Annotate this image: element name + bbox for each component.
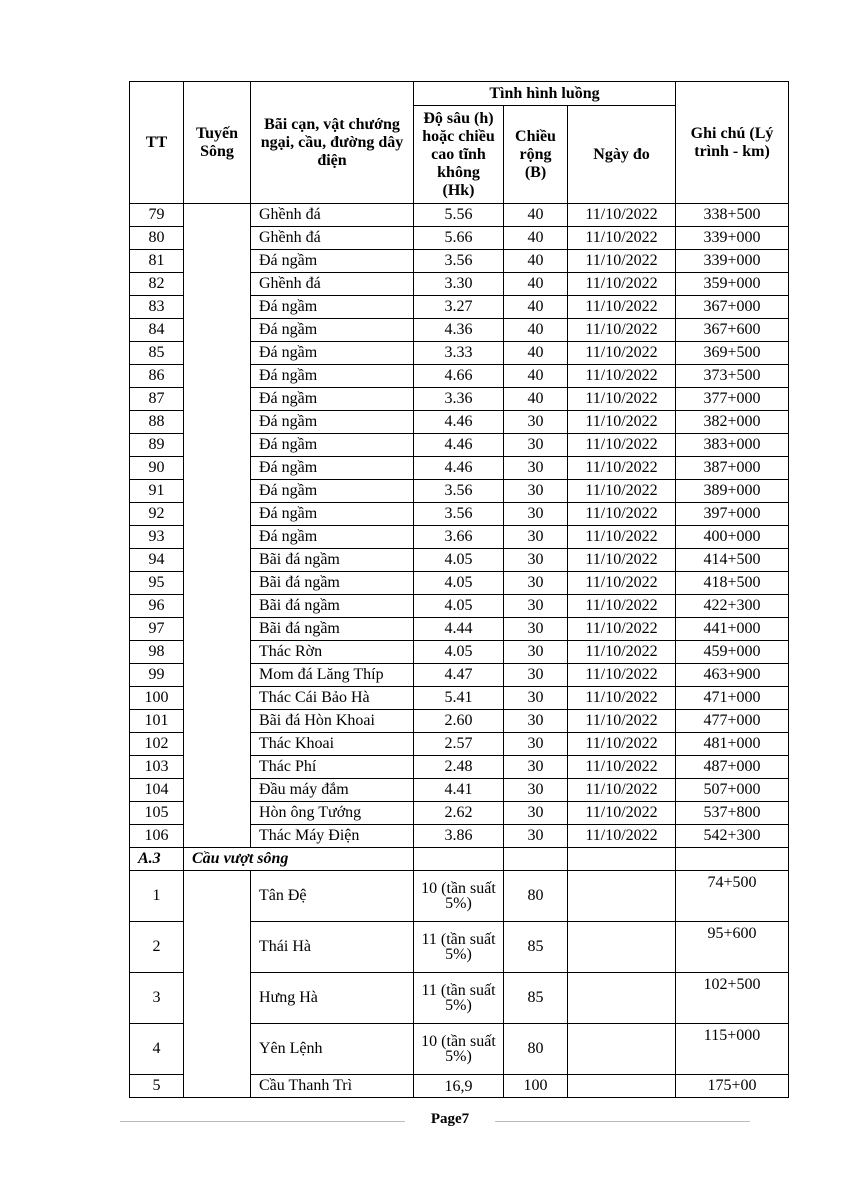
- bridge-clearance-text: 11 (tần suất 5%): [421, 982, 496, 1014]
- bridge-clearance: [414, 1075, 504, 1098]
- bridge-width: 80: [504, 1024, 568, 1075]
- row-depth: 3.56: [414, 250, 504, 273]
- bridge-km: 95+600: [676, 922, 789, 973]
- footer-rule-left: [120, 1121, 405, 1122]
- row-tt: 103: [130, 756, 184, 779]
- row-depth: 4.36: [414, 319, 504, 342]
- bridge-name: Yên Lệnh: [251, 1024, 414, 1075]
- row-depth: 2.48: [414, 756, 504, 779]
- bridge-name: Hưng Hà: [251, 973, 414, 1024]
- row-obstacle-name: Bãi đá ngầm: [251, 572, 414, 595]
- row-date: 11/10/2022: [568, 779, 676, 802]
- row-depth: 4.41: [414, 779, 504, 802]
- row-km: 367+000: [676, 296, 789, 319]
- row-depth: 4.44: [414, 618, 504, 641]
- row-km: 471+000: [676, 687, 789, 710]
- section-tt: A.3: [130, 848, 184, 871]
- row-width: 30: [504, 572, 568, 595]
- row-obstacle-name: Đá ngầm: [251, 434, 414, 457]
- row-date: 11/10/2022: [568, 457, 676, 480]
- row-date: 11/10/2022: [568, 434, 676, 457]
- row-km: 339+000: [676, 227, 789, 250]
- row-obstacle-name: Bãi đá Hòn Khoai: [251, 710, 414, 733]
- col-header-tt: TT: [130, 82, 184, 204]
- row-date: 11/10/2022: [568, 825, 676, 848]
- row-tt: 91: [130, 480, 184, 503]
- row-tt: 93: [130, 526, 184, 549]
- bridge-tt: 5: [130, 1075, 184, 1098]
- row-km: 459+000: [676, 641, 789, 664]
- row-depth: 4.46: [414, 434, 504, 457]
- row-obstacle-name: Thác Cái Bảo Hà: [251, 687, 414, 710]
- row-obstacle-name: Đá ngầm: [251, 250, 414, 273]
- row-width: 40: [504, 204, 568, 227]
- row-width: 30: [504, 710, 568, 733]
- row-width: 30: [504, 503, 568, 526]
- row-tt: 84: [130, 319, 184, 342]
- bridge-route-cell: [184, 871, 251, 1098]
- row-width: 40: [504, 319, 568, 342]
- table-body: [130, 204, 789, 1098]
- bridge-km: 115+000: [676, 1024, 789, 1075]
- row-date: 11/10/2022: [568, 641, 676, 664]
- row-width: 30: [504, 802, 568, 825]
- bridge-name: Thái Hà: [251, 922, 414, 973]
- row-tt: 89: [130, 434, 184, 457]
- row-date: 11/10/2022: [568, 388, 676, 411]
- footer-rule-right: [495, 1121, 750, 1122]
- row-km: 359+000: [676, 273, 789, 296]
- row-obstacle-name: Mom đá Lăng Thíp: [251, 664, 414, 687]
- row-date: 11/10/2022: [568, 664, 676, 687]
- row-depth: 3.27: [414, 296, 504, 319]
- row-date: 11/10/2022: [568, 342, 676, 365]
- row-tt: 85: [130, 342, 184, 365]
- col-header-date: Ngày đo: [568, 106, 676, 204]
- bridge-km: 102+500: [676, 973, 789, 1024]
- row-tt: 106: [130, 825, 184, 848]
- row-depth: 3.56: [414, 480, 504, 503]
- table-row: [130, 204, 789, 227]
- row-date: 11/10/2022: [568, 273, 676, 296]
- row-depth: 3.66: [414, 526, 504, 549]
- bridge-width: 100: [504, 1075, 568, 1098]
- row-km: 383+000: [676, 434, 789, 457]
- row-km: 481+000: [676, 733, 789, 756]
- row-obstacle-name: Thác Khoai: [251, 733, 414, 756]
- row-date: 11/10/2022: [568, 549, 676, 572]
- row-date: 11/10/2022: [568, 296, 676, 319]
- section-empty-cell: [676, 848, 789, 871]
- route-cell: [184, 204, 251, 848]
- row-obstacle-name: Ghềnh đá: [251, 227, 414, 250]
- row-obstacle-name: Đá ngầm: [251, 503, 414, 526]
- row-depth: 2.57: [414, 733, 504, 756]
- col-header-note: Ghi chú (Lý trình - km): [676, 82, 789, 204]
- row-depth: 4.05: [414, 572, 504, 595]
- col-header-width: Chiều rộng (B): [504, 106, 568, 204]
- row-tt: 95: [130, 572, 184, 595]
- row-obstacle-name: Đá ngầm: [251, 411, 414, 434]
- row-km: 373+500: [676, 365, 789, 388]
- row-width: 30: [504, 618, 568, 641]
- row-obstacle-name: Đá ngầm: [251, 526, 414, 549]
- row-tt: 104: [130, 779, 184, 802]
- row-width: 40: [504, 273, 568, 296]
- row-date: 11/10/2022: [568, 204, 676, 227]
- bridge-clearance-text: 10 (tần suất 5%): [421, 880, 496, 912]
- row-tt: 100: [130, 687, 184, 710]
- row-date: 11/10/2022: [568, 572, 676, 595]
- bridge-clearance: [414, 871, 504, 922]
- row-km: 339+000: [676, 250, 789, 273]
- row-obstacle-name: Đá ngầm: [251, 319, 414, 342]
- row-km: 507+000: [676, 779, 789, 802]
- row-tt: 94: [130, 549, 184, 572]
- row-width: 40: [504, 388, 568, 411]
- row-km: 369+500: [676, 342, 789, 365]
- bridge-tt: 4: [130, 1024, 184, 1075]
- row-width: 30: [504, 756, 568, 779]
- bridge-clearance: [414, 922, 504, 973]
- row-km: 542+300: [676, 825, 789, 848]
- bridge-tt: 3: [130, 973, 184, 1024]
- row-date: 11/10/2022: [568, 756, 676, 779]
- bridge-date: [568, 973, 676, 1024]
- section-empty-cell: [568, 848, 676, 871]
- row-width: 30: [504, 411, 568, 434]
- row-depth: 5.56: [414, 204, 504, 227]
- row-km: 537+800: [676, 802, 789, 825]
- section-empty-cell: [504, 848, 568, 871]
- bridge-width: 80: [504, 871, 568, 922]
- page-number: Page7: [430, 1111, 470, 1127]
- row-width: 40: [504, 250, 568, 273]
- row-date: 11/10/2022: [568, 480, 676, 503]
- page-footer: [0, 1111, 849, 1131]
- row-tt: 102: [130, 733, 184, 756]
- row-depth: 4.46: [414, 457, 504, 480]
- col-header-obstacle: Bãi cạn, vật chướng ngại, cầu, đường dây điện: [251, 82, 414, 204]
- row-date: 11/10/2022: [568, 411, 676, 434]
- row-depth: 4.47: [414, 664, 504, 687]
- row-tt: 101: [130, 710, 184, 733]
- row-width: 30: [504, 595, 568, 618]
- row-depth: 2.62: [414, 802, 504, 825]
- row-date: 11/10/2022: [568, 250, 676, 273]
- row-width: 40: [504, 296, 568, 319]
- row-km: 377+000: [676, 388, 789, 411]
- row-depth: 4.46: [414, 411, 504, 434]
- row-obstacle-name: Thác Phí: [251, 756, 414, 779]
- row-depth: 5.66: [414, 227, 504, 250]
- row-date: 11/10/2022: [568, 365, 676, 388]
- row-tt: 80: [130, 227, 184, 250]
- bridge-tt: 1: [130, 871, 184, 922]
- row-tt: 92: [130, 503, 184, 526]
- row-tt: 88: [130, 411, 184, 434]
- row-km: 477+000: [676, 710, 789, 733]
- row-depth: 3.86: [414, 825, 504, 848]
- section-empty-cell: [414, 848, 504, 871]
- table-header: [130, 82, 789, 204]
- bridge-name: Cầu Thanh Trì: [251, 1075, 414, 1098]
- row-width: 40: [504, 342, 568, 365]
- col-header-route: Tuyến Sông: [184, 82, 251, 204]
- row-date: 11/10/2022: [568, 503, 676, 526]
- row-tt: 99: [130, 664, 184, 687]
- row-tt: 81: [130, 250, 184, 273]
- row-width: 30: [504, 457, 568, 480]
- row-depth: 2.60: [414, 710, 504, 733]
- row-tt: 98: [130, 641, 184, 664]
- obstacle-table: [129, 81, 789, 1098]
- row-tt: 79: [130, 204, 184, 227]
- row-km: 422+300: [676, 595, 789, 618]
- row-obstacle-name: Ghềnh đá: [251, 204, 414, 227]
- row-depth: 4.05: [414, 549, 504, 572]
- row-depth: 4.05: [414, 641, 504, 664]
- row-width: 30: [504, 779, 568, 802]
- row-km: 338+500: [676, 204, 789, 227]
- bridge-clearance-text: 10 (tần suất 5%): [421, 1033, 496, 1065]
- row-depth: 3.33: [414, 342, 504, 365]
- row-width: 30: [504, 664, 568, 687]
- row-date: 11/10/2022: [568, 687, 676, 710]
- row-tt: 83: [130, 296, 184, 319]
- bridge-date: [568, 922, 676, 973]
- section-title: Cầu vượt sông: [184, 848, 414, 871]
- row-width: 30: [504, 526, 568, 549]
- row-tt: 105: [130, 802, 184, 825]
- row-width: 30: [504, 733, 568, 756]
- row-obstacle-name: Hòn ông Tướng: [251, 802, 414, 825]
- row-obstacle-name: Đá ngầm: [251, 480, 414, 503]
- row-date: 11/10/2022: [568, 319, 676, 342]
- row-depth: 5.41: [414, 687, 504, 710]
- row-km: 389+000: [676, 480, 789, 503]
- bridge-clearance: [414, 1024, 504, 1075]
- bridge-km: 74+500: [676, 871, 789, 922]
- row-width: 30: [504, 687, 568, 710]
- row-date: 11/10/2022: [568, 733, 676, 756]
- row-obstacle-name: Đá ngầm: [251, 365, 414, 388]
- row-depth: 4.66: [414, 365, 504, 388]
- row-width: 40: [504, 365, 568, 388]
- row-km: 414+500: [676, 549, 789, 572]
- row-depth: 4.05: [414, 595, 504, 618]
- row-obstacle-name: Bãi đá ngầm: [251, 618, 414, 641]
- row-date: 11/10/2022: [568, 227, 676, 250]
- row-km: 441+000: [676, 618, 789, 641]
- bridge-clearance-text: 11 (tần suất 5%): [421, 931, 496, 963]
- bridge-width: 85: [504, 973, 568, 1024]
- row-obstacle-name: Đá ngầm: [251, 388, 414, 411]
- row-obstacle-name: Đá ngầm: [251, 342, 414, 365]
- row-tt: 87: [130, 388, 184, 411]
- row-km: 463+900: [676, 664, 789, 687]
- row-width: 30: [504, 825, 568, 848]
- col-header-depth: Độ sâu (h) hoặc chiều cao tĩnh không (Hk): [414, 106, 504, 204]
- row-width: 30: [504, 549, 568, 572]
- table-row: [130, 871, 789, 922]
- row-width: 40: [504, 227, 568, 250]
- row-date: 11/10/2022: [568, 618, 676, 641]
- section-row: [130, 848, 789, 871]
- row-width: 30: [504, 480, 568, 503]
- row-obstacle-name: Bãi đá ngầm: [251, 549, 414, 572]
- row-km: 387+000: [676, 457, 789, 480]
- row-km: 400+000: [676, 526, 789, 549]
- row-date: 11/10/2022: [568, 526, 676, 549]
- row-km: 382+000: [676, 411, 789, 434]
- bridge-km: 175+00: [676, 1075, 789, 1098]
- row-obstacle-name: Đầu máy đắm: [251, 779, 414, 802]
- col-header-channel-status: Tình hình luồng: [414, 82, 676, 106]
- row-obstacle-name: Thác Rờn: [251, 641, 414, 664]
- row-date: 11/10/2022: [568, 802, 676, 825]
- row-obstacle-name: Bãi đá ngầm: [251, 595, 414, 618]
- bridge-clearance: [414, 973, 504, 1024]
- row-depth: 3.30: [414, 273, 504, 296]
- row-tt: 97: [130, 618, 184, 641]
- row-date: 11/10/2022: [568, 595, 676, 618]
- row-depth: 3.36: [414, 388, 504, 411]
- bridge-name: Tân Đệ: [251, 871, 414, 922]
- row-depth: 3.56: [414, 503, 504, 526]
- row-width: 30: [504, 434, 568, 457]
- row-tt: 86: [130, 365, 184, 388]
- row-obstacle-name: Đá ngầm: [251, 296, 414, 319]
- row-obstacle-name: Đá ngầm: [251, 457, 414, 480]
- bridge-date: [568, 1075, 676, 1098]
- bridge-tt: 2: [130, 922, 184, 973]
- row-km: 487+000: [676, 756, 789, 779]
- bridge-date: [568, 1024, 676, 1075]
- bridge-date: [568, 871, 676, 922]
- row-tt: 90: [130, 457, 184, 480]
- row-tt: 96: [130, 595, 184, 618]
- row-date: 11/10/2022: [568, 710, 676, 733]
- bridge-width: 85: [504, 922, 568, 973]
- row-obstacle-name: Thác Máy Điện: [251, 825, 414, 848]
- row-obstacle-name: Ghềnh đá: [251, 273, 414, 296]
- row-width: 30: [504, 641, 568, 664]
- row-tt: 82: [130, 273, 184, 296]
- row-km: 367+600: [676, 319, 789, 342]
- row-km: 418+500: [676, 572, 789, 595]
- bridge-clearance-text: 16,9: [444, 1077, 473, 1095]
- row-km: 397+000: [676, 503, 789, 526]
